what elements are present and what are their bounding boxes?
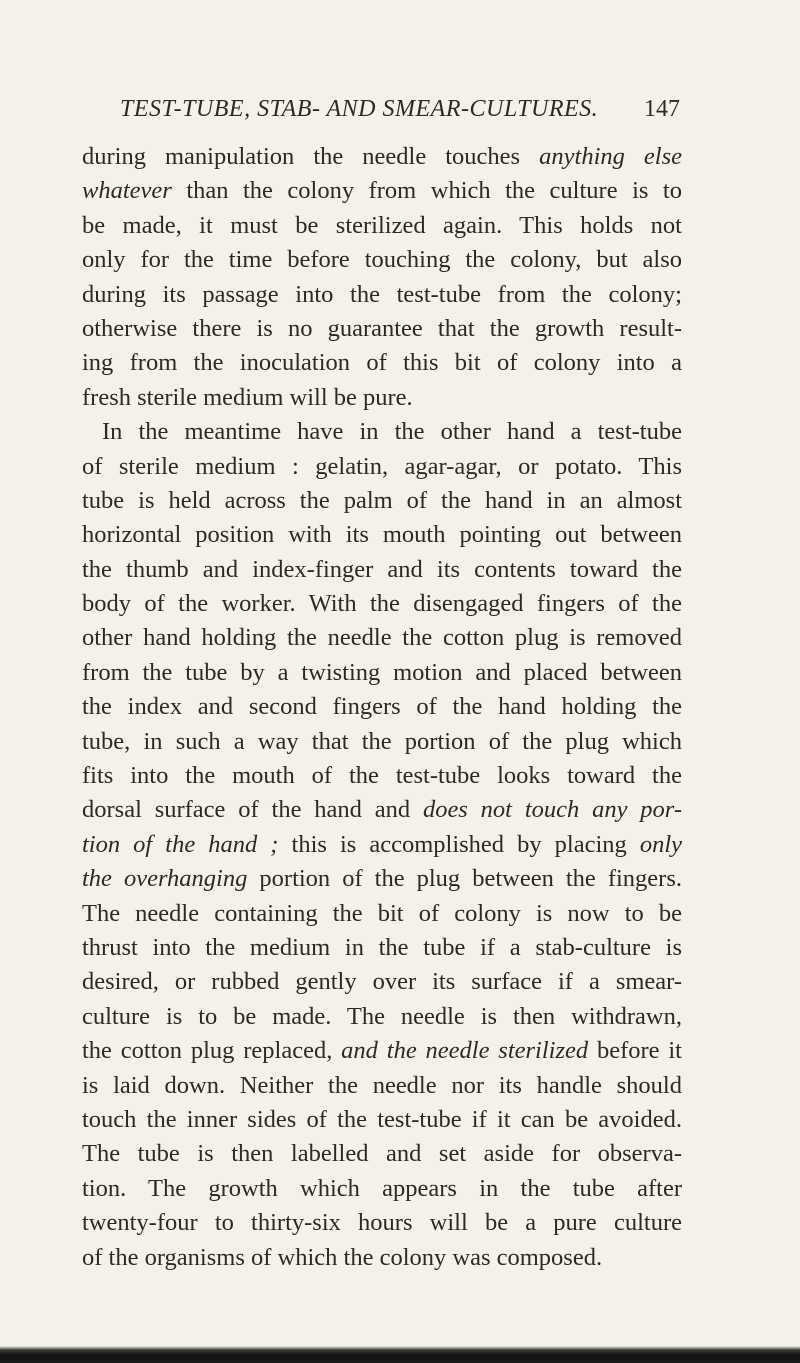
text-run: other hand holding the needle the cotton plug is removed — [82, 624, 682, 652]
text-run: ing from the inoculation of this bit of colony into a — [82, 349, 682, 377]
text-run: desired, or rubbed gently over its surface if a smear- — [82, 968, 682, 996]
text-run: touch the inner sides of the test-tube if it can be avoided. — [82, 1105, 682, 1133]
running-title: TEST-TUBE, STAB- AND SMEAR-CULTURES. — [120, 96, 599, 122]
text-run: of the organisms of which the colony was composed. — [82, 1243, 603, 1271]
text-line — [82, 725, 682, 759]
text-line — [82, 174, 682, 208]
text-run: only for the time before touching the colony, but also — [82, 246, 682, 274]
text-run: during manipulation the needle touches — [82, 143, 540, 170]
page-edge-shadow — [0, 1346, 800, 1363]
text-run: horizontal position with its mouth pointing out between — [82, 521, 682, 549]
italic-run: does not touch any por- — [422, 796, 682, 824]
text-run: The tube is then labelled and set aside for observa- — [82, 1140, 682, 1168]
page-number: 147 — [644, 96, 680, 122]
text-run: tube, in such a way that the portion of the plug which — [82, 727, 682, 755]
text-line — [82, 278, 682, 312]
text-line — [82, 381, 682, 415]
text-run: the cotton plug replaced, — [82, 1037, 342, 1065]
text-line — [82, 1069, 682, 1103]
text-line — [82, 140, 682, 174]
text-line — [82, 1241, 682, 1275]
text-run: during its passage into the test-tube from the colony; — [82, 280, 682, 308]
text-line — [82, 1000, 682, 1034]
text-line — [82, 450, 682, 484]
text-line — [82, 346, 682, 380]
text-line — [82, 312, 682, 346]
text-run: fresh sterile medium will be pure. — [82, 383, 413, 411]
text-line — [82, 587, 682, 621]
text-run: the index and second fingers of the hand holding the — [82, 693, 682, 721]
text-line — [82, 621, 682, 655]
text-line — [82, 931, 682, 965]
running-head — [120, 96, 680, 136]
text-run: dorsal surface of the hand and — [82, 796, 423, 824]
text-line — [82, 243, 682, 277]
text-run: the thumb and index-finger and its contents toward the — [82, 555, 682, 583]
text-line — [82, 1034, 682, 1068]
text-run: tion. The growth which appears in the tube after — [82, 1174, 682, 1202]
text-line — [82, 1103, 682, 1137]
text-line — [82, 862, 682, 896]
text-line — [82, 1206, 682, 1240]
text-run: twenty-four to thirty-six hours will be a pure culture — [82, 1209, 682, 1237]
italic-run: tion of the hand ; — [82, 830, 279, 858]
text-line — [82, 965, 682, 999]
text-line — [82, 690, 682, 724]
text-run: body of the worker. With the disengaged fingers of the — [82, 590, 682, 618]
text-run: The needle containing the bit of colony is now to be — [82, 899, 682, 927]
text-run: from the tube by a twisting motion and placed between — [82, 658, 682, 686]
text-line — [82, 828, 682, 862]
text-run: is laid down. Neither the needle nor its handle should — [82, 1071, 682, 1099]
text-run: be made, it must be sterilized again. This holds not — [82, 211, 682, 239]
italic-run: only — [639, 830, 683, 858]
text-line — [82, 484, 682, 518]
text-run: than the colony from which the culture is to — [171, 177, 682, 205]
text-run: thrust into the medium in the tube if a stab-culture is — [82, 933, 682, 961]
text-line — [82, 1172, 682, 1206]
text-run: culture is to be made. The needle is then withdrawn, — [82, 1002, 682, 1030]
italic-run: anything else — [539, 143, 683, 170]
text-run: In the meantime have in the other hand a test-tube — [102, 418, 682, 446]
text-line — [82, 793, 682, 827]
body-text — [82, 140, 682, 1275]
text-run: portion of the plug between the fingers. — [247, 865, 682, 893]
text-run: this is accomplished by placing — [278, 830, 640, 858]
text-run: fits into the mouth of the test-tube looks toward the — [82, 762, 682, 790]
text-run: otherwise there is no guarantee that the growth result- — [82, 314, 682, 342]
text-line — [82, 209, 682, 243]
italic-run: whatever — [82, 177, 172, 205]
text-line — [82, 656, 682, 690]
text-line — [82, 897, 682, 931]
text-line — [82, 1137, 682, 1171]
italic-run: the overhanging — [82, 865, 248, 893]
text-run: before it — [588, 1037, 682, 1065]
text-line — [82, 415, 682, 449]
text-line — [82, 759, 682, 793]
italic-run: and the needle sterilized — [341, 1037, 589, 1065]
text-line — [82, 518, 682, 552]
text-line — [82, 553, 682, 587]
text-run: tube is held across the palm of the hand in an almost — [82, 486, 682, 514]
text-run: of sterile medium : gelatin, agar-agar, or potato. This — [82, 452, 682, 480]
